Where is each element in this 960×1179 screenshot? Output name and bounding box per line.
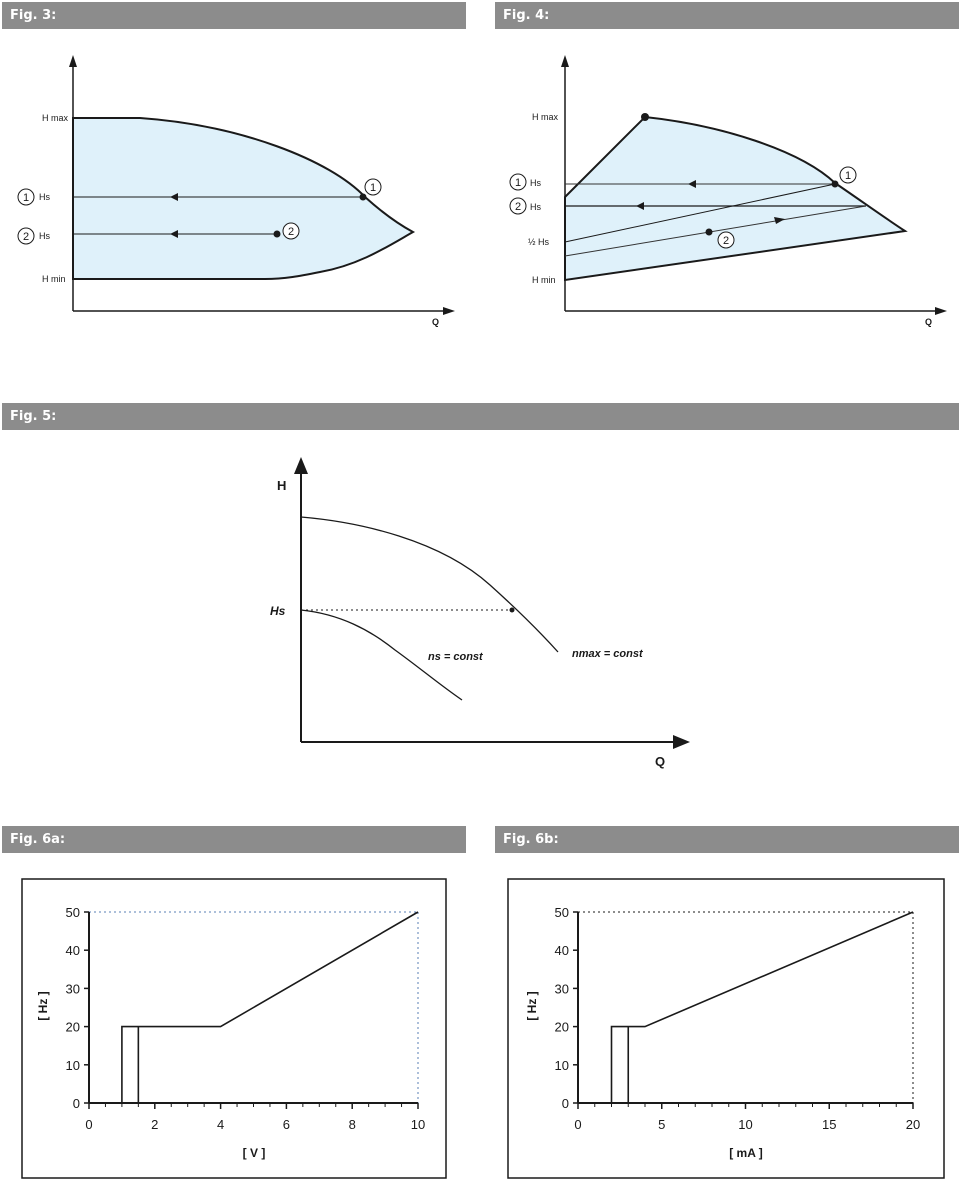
fig6a-ytick-label: 50 — [65, 905, 80, 920]
fig6a-ytick-label: 0 — [72, 1096, 80, 1111]
fig3-q-label: Q — [432, 317, 440, 327]
fig6a-chart — [22, 879, 446, 1178]
fig6a-frame — [22, 879, 446, 1178]
fig3-marker-1-label: 1 — [369, 182, 377, 194]
fig5-y-arrow-icon — [294, 457, 308, 474]
fig4-legend-marker-2-label: 2 — [514, 201, 522, 213]
fig6a-ytick-label: 30 — [65, 981, 80, 997]
fig6a-x-label: [ V ] — [242, 1146, 266, 1160]
fig3-diagram — [18, 55, 455, 327]
fig3-hs2-label: Hs — [39, 231, 50, 241]
fig6b-frame — [508, 879, 944, 1178]
fig6b-ytick-label: 30 — [554, 981, 569, 997]
fig6b-y-label: [ Hz ] — [525, 991, 539, 1021]
fig6a-xtick-label: 6 — [282, 1117, 291, 1132]
fig4-operating-area — [565, 117, 905, 280]
fig5-hs-label: Hs — [270, 604, 286, 618]
fig5-y-label: H — [277, 478, 287, 493]
fig6a-xtick-label: 4 — [216, 1117, 225, 1132]
fig6b-xtick-label: 20 — [905, 1117, 921, 1132]
fig6b-ytick-label: 40 — [554, 943, 569, 959]
fig4-hs2-label: Hs — [530, 202, 541, 212]
fig4-marker-1-label: 1 — [844, 170, 852, 182]
fig6b-chart — [508, 879, 944, 1178]
fig6b-ytick-label: 20 — [554, 1019, 569, 1035]
fig6b-xtick-label: 10 — [738, 1117, 753, 1132]
fig6b-x-label: [ mA ] — [729, 1146, 763, 1160]
fig3-point-1 — [360, 194, 367, 201]
fig4-legend-marker-1-label: 1 — [514, 177, 522, 189]
fig3-point-2 — [274, 231, 281, 238]
fig6b-xtick-label: 15 — [822, 1117, 837, 1132]
fig6b-ytick-label: 50 — [554, 905, 569, 920]
fig4-point-2 — [706, 229, 713, 236]
fig3-legend-marker-1-label: 1 — [22, 192, 30, 204]
fig3-hmax-label: H max — [42, 113, 69, 123]
fig5-header-bar: Fig. 5: — [2, 403, 959, 430]
fig6b-xtick-label: 5 — [658, 1117, 666, 1132]
fig6b-header-bar: Fig. 6b: — [495, 826, 959, 853]
fig3-hs1-label: Hs — [39, 192, 50, 202]
fig4-half-hs-label: ½ Hs — [528, 237, 550, 247]
fig4-diagram — [510, 55, 947, 327]
fig3-hmin-label: H min — [42, 274, 66, 284]
fig4-marker-2-label: 2 — [722, 235, 730, 247]
fig4-y-arrow-icon — [561, 55, 569, 67]
fig6a-ytick-label: 20 — [65, 1019, 80, 1035]
fig6a-xtick-label: 8 — [348, 1117, 356, 1132]
fig6a-xtick-label: 0 — [85, 1117, 93, 1132]
fig5-ns-label: ns = const — [428, 651, 483, 663]
fig6b-ytick-label: 10 — [554, 1057, 569, 1073]
fig6a-xtick-label: 10 — [410, 1117, 426, 1132]
fig5-x-label: Q — [655, 754, 666, 769]
fig5-diagram — [270, 457, 690, 769]
fig3-legend-marker-2-label: 2 — [22, 231, 30, 243]
fig4-hmin-label: H min — [532, 275, 556, 285]
fig3-header-bar: Fig. 3: — [2, 2, 466, 29]
fig5-x-arrow-icon — [673, 735, 690, 749]
fig4-x-arrow-icon — [935, 307, 947, 315]
fig6b-ytick-label: 0 — [561, 1096, 569, 1111]
fig5-nmax-curve — [301, 517, 558, 652]
fig6a-ytick-label: 40 — [65, 943, 80, 959]
fig5-nmax-label: nmax = const — [572, 648, 643, 660]
fig4-q-label: Q — [925, 317, 933, 327]
fig4-hmax-label: H max — [532, 112, 559, 122]
fig6a-ytick-label: 10 — [65, 1057, 80, 1073]
fig6a-header-bar: Fig. 6a: — [2, 826, 466, 853]
fig3-y-arrow-icon — [69, 55, 77, 67]
fig3-marker-2-label: 2 — [287, 226, 295, 238]
fig5-intersection-point — [510, 608, 515, 613]
fig3-x-arrow-icon — [443, 307, 455, 315]
fig4-hs1-label: Hs — [530, 178, 541, 188]
fig6b-xtick-label: 0 — [574, 1117, 582, 1132]
fig4-header-bar: Fig. 4: — [495, 2, 959, 29]
fig6a-y-label: [ Hz ] — [36, 991, 50, 1021]
fig4-peak-point — [641, 113, 649, 121]
fig6a-xtick-label: 2 — [151, 1117, 159, 1132]
